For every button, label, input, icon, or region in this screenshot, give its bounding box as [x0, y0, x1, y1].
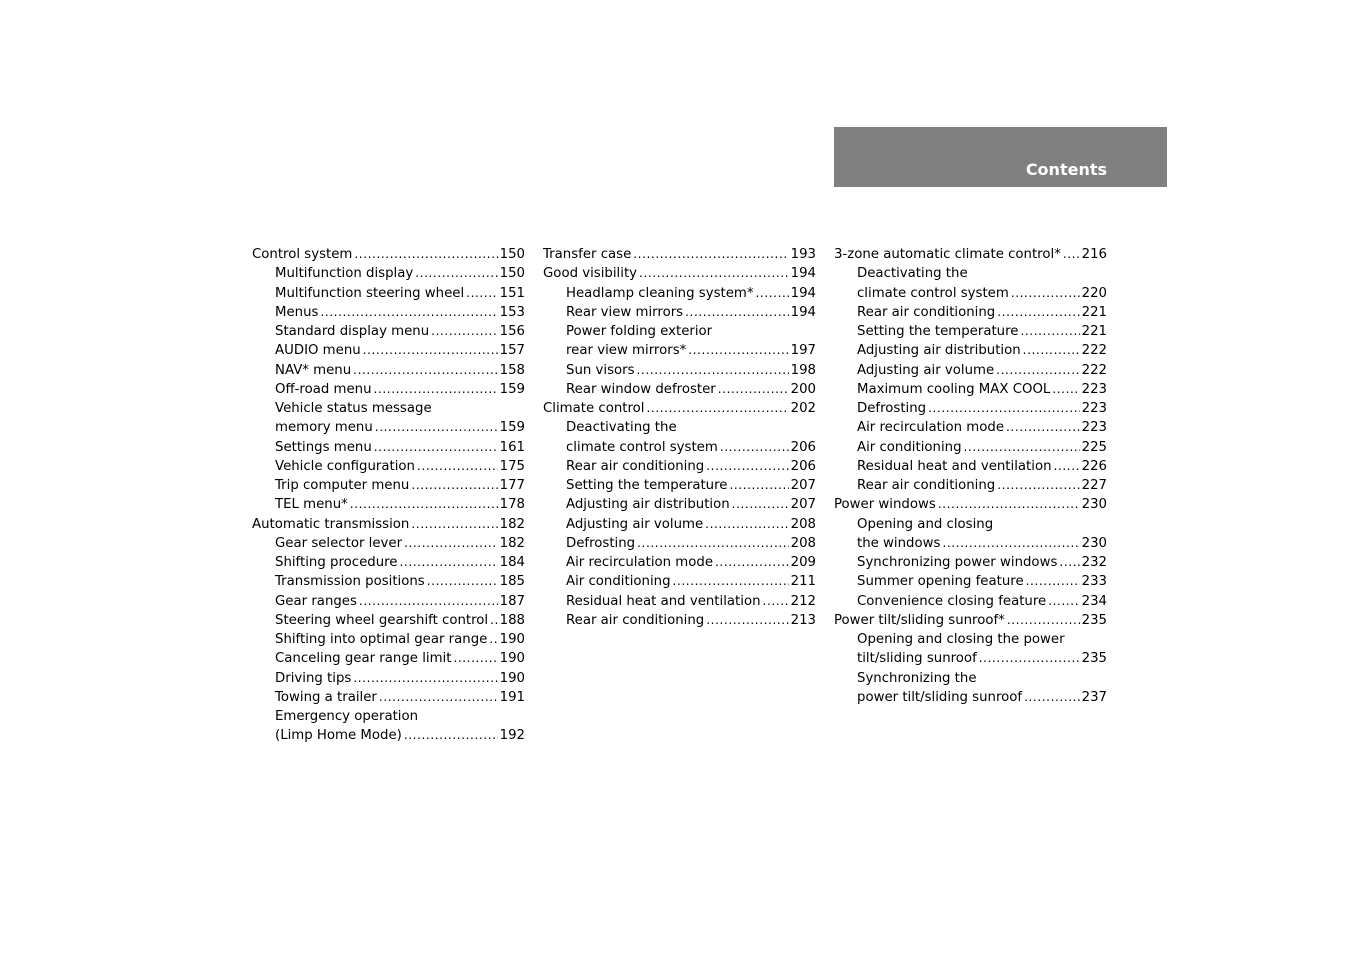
toc-entry-label: Summer opening feature: [857, 574, 1024, 590]
toc-page-number: 185: [499, 574, 525, 590]
toc-page-number: 206: [790, 458, 816, 474]
toc-entry-label: Rear air conditioning: [857, 478, 996, 493]
dot-leader: [353, 669, 497, 688]
toc-entry-label: Menus: [275, 304, 319, 320]
toc-entry-label: TEL menu*: [275, 497, 348, 513]
toc-entry[interactable]: [252, 534, 525, 553]
toc-entry[interactable]: [543, 457, 816, 476]
dot-leader: [411, 515, 497, 534]
toc-entry-label: Headlamp cleaning system*: [566, 285, 754, 301]
toc-page-number: 175: [499, 458, 525, 474]
toc-entry-label: Off-road menu: [275, 381, 372, 397]
toc-entry-label: Synchronizing power windows: [857, 555, 1058, 570]
toc-entry-label: AUDIO menu: [275, 343, 361, 359]
toc-entry-continued: [834, 669, 1107, 688]
toc-page-number: 150: [499, 247, 525, 262]
toc-page-number: 235: [1081, 651, 1107, 667]
toc-entry[interactable]: [543, 495, 816, 514]
toc-entry[interactable]: [252, 341, 525, 360]
dot-leader: [1006, 418, 1080, 437]
toc-entry-label: Settings menu: [275, 439, 372, 455]
dot-leader: [354, 245, 497, 264]
toc-entry-label: (Limp Home Mode): [275, 728, 402, 744]
dot-leader: [1052, 380, 1079, 399]
toc-entry[interactable]: [543, 515, 816, 534]
toc-entry-label: Multifunction display: [275, 266, 414, 282]
toc-entry[interactable]: [252, 572, 525, 591]
toc-page-number: 221: [1081, 304, 1107, 320]
toc-entry-continued: [834, 630, 1107, 649]
toc-page-number: 213: [790, 612, 816, 628]
toc-entry-label: Adjusting air volume: [566, 516, 704, 532]
toc-entry-label: Residual heat and ventilation: [857, 458, 1052, 474]
toc-entry[interactable]: [834, 688, 1107, 707]
toc-entry-label: Rear window defroster: [566, 381, 716, 397]
dot-leader: [1059, 553, 1079, 572]
dot-leader: [964, 438, 1080, 457]
toc-entry[interactable]: [834, 341, 1107, 360]
toc-entry-label: Control system: [252, 247, 353, 262]
toc-entry-label: Automatic transmission: [252, 516, 410, 532]
toc-entry[interactable]: [252, 284, 525, 303]
toc-entry-label: Transmission positions: [275, 574, 425, 590]
toc-entry-label: Transfer case: [543, 247, 632, 262]
dot-leader: [705, 515, 788, 534]
toc-entry-label: Deactivating the: [857, 266, 968, 282]
toc-entry-label: Rear view mirrors: [566, 304, 684, 320]
toc-entry[interactable]: [252, 457, 525, 476]
toc-entry-label: Driving tips: [275, 670, 352, 686]
toc-entry-label: Setting the temperature: [857, 324, 1019, 339]
toc-entry[interactable]: [543, 611, 816, 630]
toc-entry-label: Residual heat and ventilation: [566, 593, 761, 609]
toc-page-number: 223: [1081, 420, 1107, 436]
toc-page-number: 212: [790, 593, 816, 609]
toc-entry-label: Opening and closing: [857, 516, 994, 532]
dot-leader: [688, 341, 788, 360]
toc-entry[interactable]: [834, 592, 1107, 611]
toc-page-number: 159: [499, 420, 525, 436]
toc-entry-label: rear view mirrors*: [566, 343, 687, 359]
toc-page-number: 188: [499, 612, 525, 628]
toc-page-number: 178: [499, 497, 525, 513]
dot-leader: [720, 438, 789, 457]
dot-leader: [997, 476, 1079, 495]
toc-entry-label: NAV* menu: [275, 362, 352, 378]
dot-leader: [399, 553, 497, 572]
dot-leader: [673, 572, 789, 591]
dot-leader: [1007, 611, 1080, 630]
toc-entry-continued: [834, 264, 1107, 283]
dot-leader: [415, 264, 497, 283]
toc-entry-label: Trip computer menu: [275, 478, 410, 493]
toc-entry[interactable]: [543, 534, 816, 553]
toc-column-2: [543, 245, 816, 630]
dot-leader: [353, 361, 497, 380]
toc-page-number: 157: [499, 343, 525, 359]
toc-entry[interactable]: [252, 438, 525, 457]
toc-entry-label: Adjusting air volume: [857, 362, 995, 378]
dot-leader: [431, 322, 497, 341]
toc-entry-label: Air conditioning: [857, 439, 962, 455]
toc-page-number: 192: [499, 728, 525, 744]
toc-page-number: 158: [499, 362, 525, 378]
dot-leader: [997, 303, 1079, 322]
toc-entry[interactable]: [252, 418, 525, 437]
toc-entry[interactable]: [252, 726, 525, 745]
toc-entry[interactable]: [834, 303, 1107, 322]
toc-entry[interactable]: [543, 399, 816, 418]
toc-page-number: 230: [1081, 535, 1107, 551]
toc-page-number: 190: [499, 651, 525, 667]
toc-page-number: 222: [1081, 343, 1107, 359]
toc-entry-continued: [543, 418, 816, 437]
dot-leader: [374, 438, 498, 457]
toc-entry-label: Air recirculation mode: [857, 420, 1005, 436]
toc-entry-label: the windows: [857, 535, 941, 551]
dot-leader: [1026, 572, 1080, 591]
toc-page-number: 227: [1081, 478, 1107, 493]
toc-entry[interactable]: [252, 553, 525, 572]
toc-entry-label: Synchronizing the: [857, 670, 977, 686]
toc-page-number: 194: [790, 304, 816, 320]
toc-page-number: 220: [1081, 285, 1107, 301]
dot-leader: [1024, 688, 1080, 707]
toc-entry-continued: [252, 399, 525, 418]
toc-page-number: 150: [499, 266, 525, 282]
toc-entry-label: Defrosting: [566, 535, 636, 551]
toc-page-number: 221: [1081, 324, 1107, 339]
toc-entry[interactable]: [834, 399, 1107, 418]
toc-page-number: 223: [1081, 381, 1107, 397]
toc-page-number: 223: [1081, 401, 1107, 416]
toc-entry-label: memory menu: [275, 420, 373, 436]
toc-page-number: 207: [790, 497, 816, 513]
toc-page-number: 153: [499, 304, 525, 320]
toc-column-1: [252, 245, 525, 746]
toc-page-number: 226: [1081, 458, 1107, 474]
dot-leader: [363, 341, 498, 360]
toc-entry[interactable]: [834, 476, 1107, 495]
toc-entry-label: Steering wheel gearshift control: [275, 612, 489, 628]
toc-entry[interactable]: [834, 245, 1107, 264]
dot-leader: [706, 457, 788, 476]
toc-entry-label: Rear air conditioning: [566, 458, 705, 474]
toc-page-number: 182: [499, 516, 525, 532]
toc-page-number: 235: [1081, 612, 1107, 628]
dot-leader: [637, 361, 789, 380]
toc-entry-label: Sun visors: [566, 362, 635, 378]
toc-page-number: 225: [1081, 439, 1107, 455]
toc-entry-label: Adjusting air distribution: [566, 497, 730, 513]
toc-entry-label: Towing a trailer: [275, 689, 377, 705]
toc-entry[interactable]: [252, 669, 525, 688]
toc-page-number: 193: [790, 247, 816, 262]
toc-entry[interactable]: [252, 245, 525, 264]
dot-leader: [1011, 284, 1080, 303]
toc-entry[interactable]: [252, 611, 525, 630]
toc-entry[interactable]: [252, 630, 525, 649]
toc-entry-label: Power windows: [834, 497, 936, 513]
toc-entry[interactable]: [834, 380, 1107, 399]
toc-entry-label: Air recirculation mode: [566, 555, 714, 570]
dot-leader: [756, 284, 789, 303]
toc-entry[interactable]: [543, 572, 816, 591]
section-title: Contents: [1025, 160, 1107, 179]
dot-leader: [763, 592, 789, 611]
dot-leader: [729, 476, 788, 495]
dot-leader: [685, 303, 789, 322]
toc-entry[interactable]: [834, 457, 1107, 476]
toc-entry[interactable]: [543, 303, 816, 322]
toc-entry-label: Gear selector lever: [275, 535, 403, 551]
toc-page-number: 200: [790, 381, 816, 397]
dot-leader: [417, 457, 498, 476]
toc-entry-label: climate control system: [857, 285, 1009, 301]
toc-page-number: 208: [790, 516, 816, 532]
toc-page-number: 216: [1081, 247, 1107, 262]
dot-leader: [706, 611, 788, 630]
toc-page-number: 194: [790, 266, 816, 282]
toc-entry-label: climate control system: [566, 439, 718, 455]
toc-entry[interactable]: [252, 380, 525, 399]
toc-page-number: 208: [790, 535, 816, 551]
toc-entry[interactable]: [543, 476, 816, 495]
toc-page-number: 211: [790, 574, 816, 590]
dot-leader: [350, 495, 498, 514]
toc-page-number: 230: [1081, 497, 1107, 513]
dot-leader: [647, 399, 789, 418]
dot-leader: [404, 726, 498, 745]
toc-entry[interactable]: [834, 322, 1107, 341]
dot-leader: [639, 264, 789, 283]
toc-entry[interactable]: [252, 649, 525, 668]
toc-column-3: [834, 245, 1107, 707]
toc-page-number: 190: [499, 670, 525, 686]
toc-entry-label: Setting the temperature: [566, 478, 728, 493]
dot-leader: [411, 476, 497, 495]
dot-leader: [320, 303, 497, 322]
toc-entry-label: tilt/sliding sunroof: [857, 651, 977, 667]
dot-leader: [404, 534, 498, 553]
toc-entry-label: Gear ranges: [275, 593, 357, 609]
toc-page-number: 233: [1081, 574, 1107, 590]
toc-entry-label: power tilt/sliding sunroof: [857, 689, 1023, 705]
toc-entry-label: Maximum cooling MAX COOL: [857, 381, 1051, 397]
dot-leader: [718, 380, 789, 399]
toc-entry[interactable]: [834, 418, 1107, 437]
toc-page-number: 222: [1081, 362, 1107, 378]
toc-entry-label: Climate control: [543, 401, 645, 416]
toc-entry[interactable]: [834, 553, 1107, 572]
toc-page-number: 207: [790, 478, 816, 493]
toc-entry-label: Vehicle status message: [275, 401, 432, 416]
toc-entry[interactable]: [543, 361, 816, 380]
toc-page-number: 191: [499, 689, 525, 705]
toc-entry[interactable]: [834, 611, 1107, 630]
toc-entry-label: Opening and closing the power: [857, 632, 1065, 647]
toc-entry[interactable]: [252, 322, 525, 341]
toc-entry-label: Good visibility: [543, 266, 638, 282]
dot-leader: [359, 592, 498, 611]
dot-leader: [1023, 341, 1080, 360]
toc-entry[interactable]: [252, 476, 525, 495]
toc-entry-label: Shifting procedure: [275, 555, 398, 570]
toc-entry[interactable]: [543, 264, 816, 283]
toc-entry[interactable]: [543, 380, 816, 399]
toc-entry[interactable]: [543, 284, 816, 303]
toc-page-number: 161: [499, 439, 525, 455]
toc-entry-label: 3-zone automatic climate control*: [834, 247, 1061, 262]
toc-entry-label: Power folding exterior: [566, 324, 713, 339]
toc-page-number: 194: [790, 285, 816, 301]
toc-entry-label: Shifting into optimal gear range: [275, 632, 488, 647]
toc-page-number: 206: [790, 439, 816, 455]
dot-leader: [633, 245, 788, 264]
dot-leader: [1020, 322, 1079, 341]
toc-entry-label: Defrosting: [857, 401, 927, 416]
toc-page-number: 234: [1081, 593, 1107, 609]
toc-entry[interactable]: [252, 592, 525, 611]
toc-entry-label: Deactivating the: [566, 420, 677, 436]
toc-entry[interactable]: [252, 303, 525, 322]
toc-entry-label: Emergency operation: [275, 709, 419, 724]
toc-entry[interactable]: [543, 592, 816, 611]
toc-page-number: 159: [499, 381, 525, 397]
toc-page-number: 151: [499, 285, 525, 301]
toc-entry[interactable]: [252, 688, 525, 707]
toc-entry-continued: [543, 322, 816, 341]
toc-entry[interactable]: [834, 361, 1107, 380]
dot-leader: [1054, 457, 1080, 476]
dot-leader: [453, 649, 497, 668]
toc-entry-label: Convenience closing feature: [857, 593, 1047, 609]
toc-page-number: 182: [499, 535, 525, 551]
toc-entry[interactable]: [252, 361, 525, 380]
dot-leader: [637, 534, 788, 553]
toc-entry-label: Adjusting air distribution: [857, 343, 1021, 359]
toc-page-number: 156: [499, 324, 525, 339]
dot-leader: [374, 380, 498, 399]
dot-leader: [732, 495, 789, 514]
dot-leader: [979, 649, 1080, 668]
dot-leader: [715, 553, 789, 572]
dot-leader: [489, 630, 497, 649]
toc-entry-label: Canceling gear range limit: [275, 651, 452, 667]
toc-page-number: 202: [790, 401, 816, 416]
toc-page-number: 190: [499, 632, 525, 647]
toc-entry[interactable]: [543, 553, 816, 572]
dot-leader: [1063, 245, 1080, 264]
dot-leader: [942, 534, 1079, 553]
toc-entry[interactable]: [834, 438, 1107, 457]
dot-leader: [375, 418, 498, 437]
dot-leader: [490, 611, 497, 630]
toc-entry-label: Vehicle configuration: [275, 458, 415, 474]
toc-entry[interactable]: [543, 245, 816, 264]
dot-leader: [928, 399, 1079, 418]
toc-entry[interactable]: [252, 264, 525, 283]
dot-leader: [466, 284, 497, 303]
toc-entry-label: Standard display menu: [275, 324, 430, 339]
toc-entry[interactable]: [543, 341, 816, 360]
toc-entry-label: Rear air conditioning: [566, 612, 705, 628]
toc-entry-continued: [834, 515, 1107, 534]
toc-entry-continued: [252, 707, 525, 726]
dot-leader: [996, 361, 1079, 380]
toc-page-number: 187: [499, 593, 525, 609]
section-header-bar: [834, 127, 1167, 187]
toc-entry[interactable]: [834, 649, 1107, 668]
toc-page-number: 209: [790, 555, 816, 570]
toc-entry[interactable]: [834, 572, 1107, 591]
toc-entry-label: Multifunction steering wheel: [275, 285, 465, 301]
dot-leader: [379, 688, 498, 707]
dot-leader: [427, 572, 498, 591]
toc-entry[interactable]: [543, 438, 816, 457]
toc-page-number: 232: [1081, 555, 1107, 570]
dot-leader: [1048, 592, 1079, 611]
toc-entry-label: Power tilt/sliding sunroof*: [834, 612, 1005, 628]
toc-entry[interactable]: [834, 495, 1107, 514]
toc-page-number: 237: [1081, 689, 1107, 705]
toc-page-number: 197: [790, 343, 816, 359]
toc-page-number: 184: [499, 555, 525, 570]
toc-entry-label: Rear air conditioning: [857, 304, 996, 320]
toc-entry[interactable]: [252, 515, 525, 534]
toc-entry-label: Air conditioning: [566, 574, 671, 590]
toc-page-number: 198: [790, 362, 816, 378]
toc-entry[interactable]: [252, 495, 525, 514]
toc-page-number: 177: [499, 478, 525, 493]
toc-entry[interactable]: [834, 534, 1107, 553]
dot-leader: [938, 495, 1080, 514]
toc-entry[interactable]: [834, 284, 1107, 303]
